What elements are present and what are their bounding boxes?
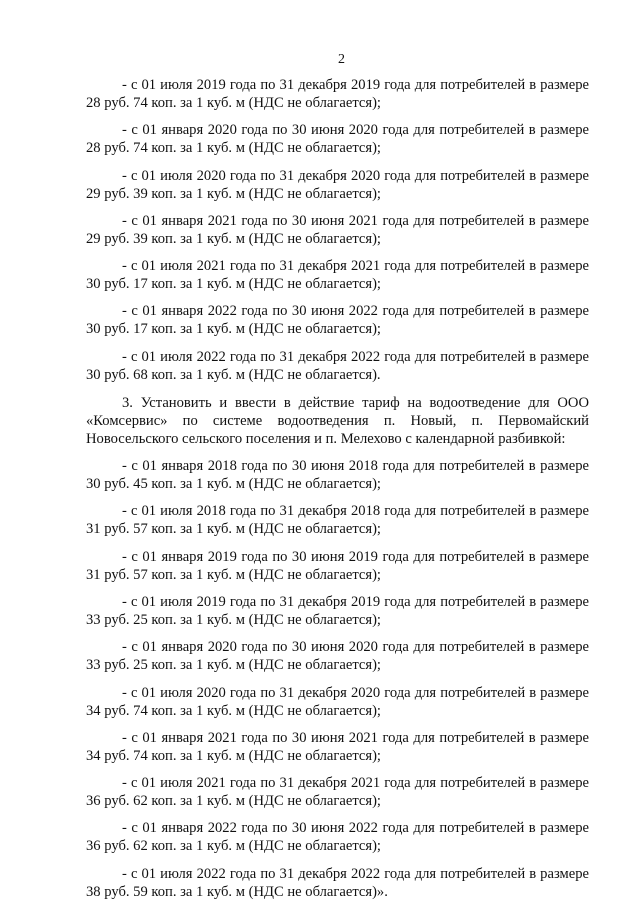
tariff-item: - с 01 января 2021 года по 30 июня 2021 года для потребителей в размере 34 руб. 74 коп. за 1 куб. м (НДС не облагается); [86, 729, 589, 764]
tariff-list-continued [86, 76, 589, 384]
section-3-paragraph: 3. Установить и ввести в действие тариф на водоотведение для ООО «Комсервис» по системе водоотведения п. Новый, п. Первомайский Новосельского сельского поселения и п. Мелехово с календарной разбивкой: [86, 394, 589, 447]
tariff-item: - с 01 января 2021 года по 30 июня 2021 года для потребителей в размере 29 руб. 39 коп. за 1 куб. м (НДС не облагается); [86, 212, 589, 247]
tariff-item: - с 01 июля 2020 года по 31 декабря 2020 года для потребителей в размере 29 руб. 39 коп. за 1 куб. м (НДС не облагается); [86, 167, 589, 202]
page-number: 2 [338, 52, 345, 67]
tariff-item: - с 01 января 2022 года по 30 июня 2022 года для потребителей в размере 30 руб. 17 коп. за 1 куб. м (НДС не облагается); [86, 303, 589, 338]
tariff-item: - с 01 июля 2022 года по 31 декабря 2022 года для потребителей в размере 30 руб. 68 коп. за 1 куб. м (НДС не облагается). [86, 348, 589, 383]
sewerage-tariff-list [86, 457, 589, 901]
tariff-item: - с 01 января 2020 года по 30 июня 2020 года для потребителей в размере 33 руб. 25 коп. за 1 куб. м (НДС не облагается); [86, 639, 589, 674]
tariff-item: - с 01 января 2022 года по 30 июня 2022 года для потребителей в размере 36 руб. 62 коп. за 1 куб. м (НДС не облагается); [86, 820, 589, 855]
tariff-item: - с 01 июля 2019 года по 31 декабря 2019 года для потребителей в размере 28 руб. 74 коп. за 1 куб. м (НДС не облагается); [86, 77, 589, 111]
tariff-item: - с 01 января 2019 года по 30 июня 2019 года для потребителей в размере 31 руб. 57 коп. за 1 куб. м (НДС не облагается); [86, 548, 589, 583]
tariff-item: - с 01 января 2018 года по 30 июня 2018 года для потребителей в размере 30 руб. 45 коп. за 1 куб. м (НДС не облагается); [86, 458, 589, 493]
tariff-item: - с 01 июля 2020 года по 31 декабря 2020 года для потребителей в размере 34 руб. 74 коп. за 1 куб. м (НДС не облагается); [86, 684, 589, 719]
tariff-item: - с 01 января 2020 года по 30 июня 2020 года для потребителей в размере 28 руб. 74 коп. за 1 куб. м (НДС не облагается); [86, 122, 589, 157]
tariff-item: - с 01 июля 2021 года по 31 декабря 2021 года для потребителей в размере 36 руб. 62 коп. за 1 куб. м (НДС не облагается); [86, 775, 589, 810]
tariff-item: - с 01 июля 2021 года по 31 декабря 2021 года для потребителей в размере 30 руб. 17 коп. за 1 куб. м (НДС не облагается); [86, 258, 589, 293]
tariff-item: - с 01 июля 2019 года по 31 декабря 2019 года для потребителей в размере 33 руб. 25 коп. за 1 куб. м (НДС не облагается); [86, 593, 589, 628]
tariff-item: - с 01 июля 2018 года по 31 декабря 2018 года для потребителей в размере 31 руб. 57 коп. за 1 куб. м (НДС не облагается); [86, 503, 589, 538]
tariff-item: - с 01 июля 2022 года по 31 декабря 2022 года для потребителей в размере 38 руб. 59 коп. за 1 куб. м (НДС не облагается)». [86, 865, 589, 900]
